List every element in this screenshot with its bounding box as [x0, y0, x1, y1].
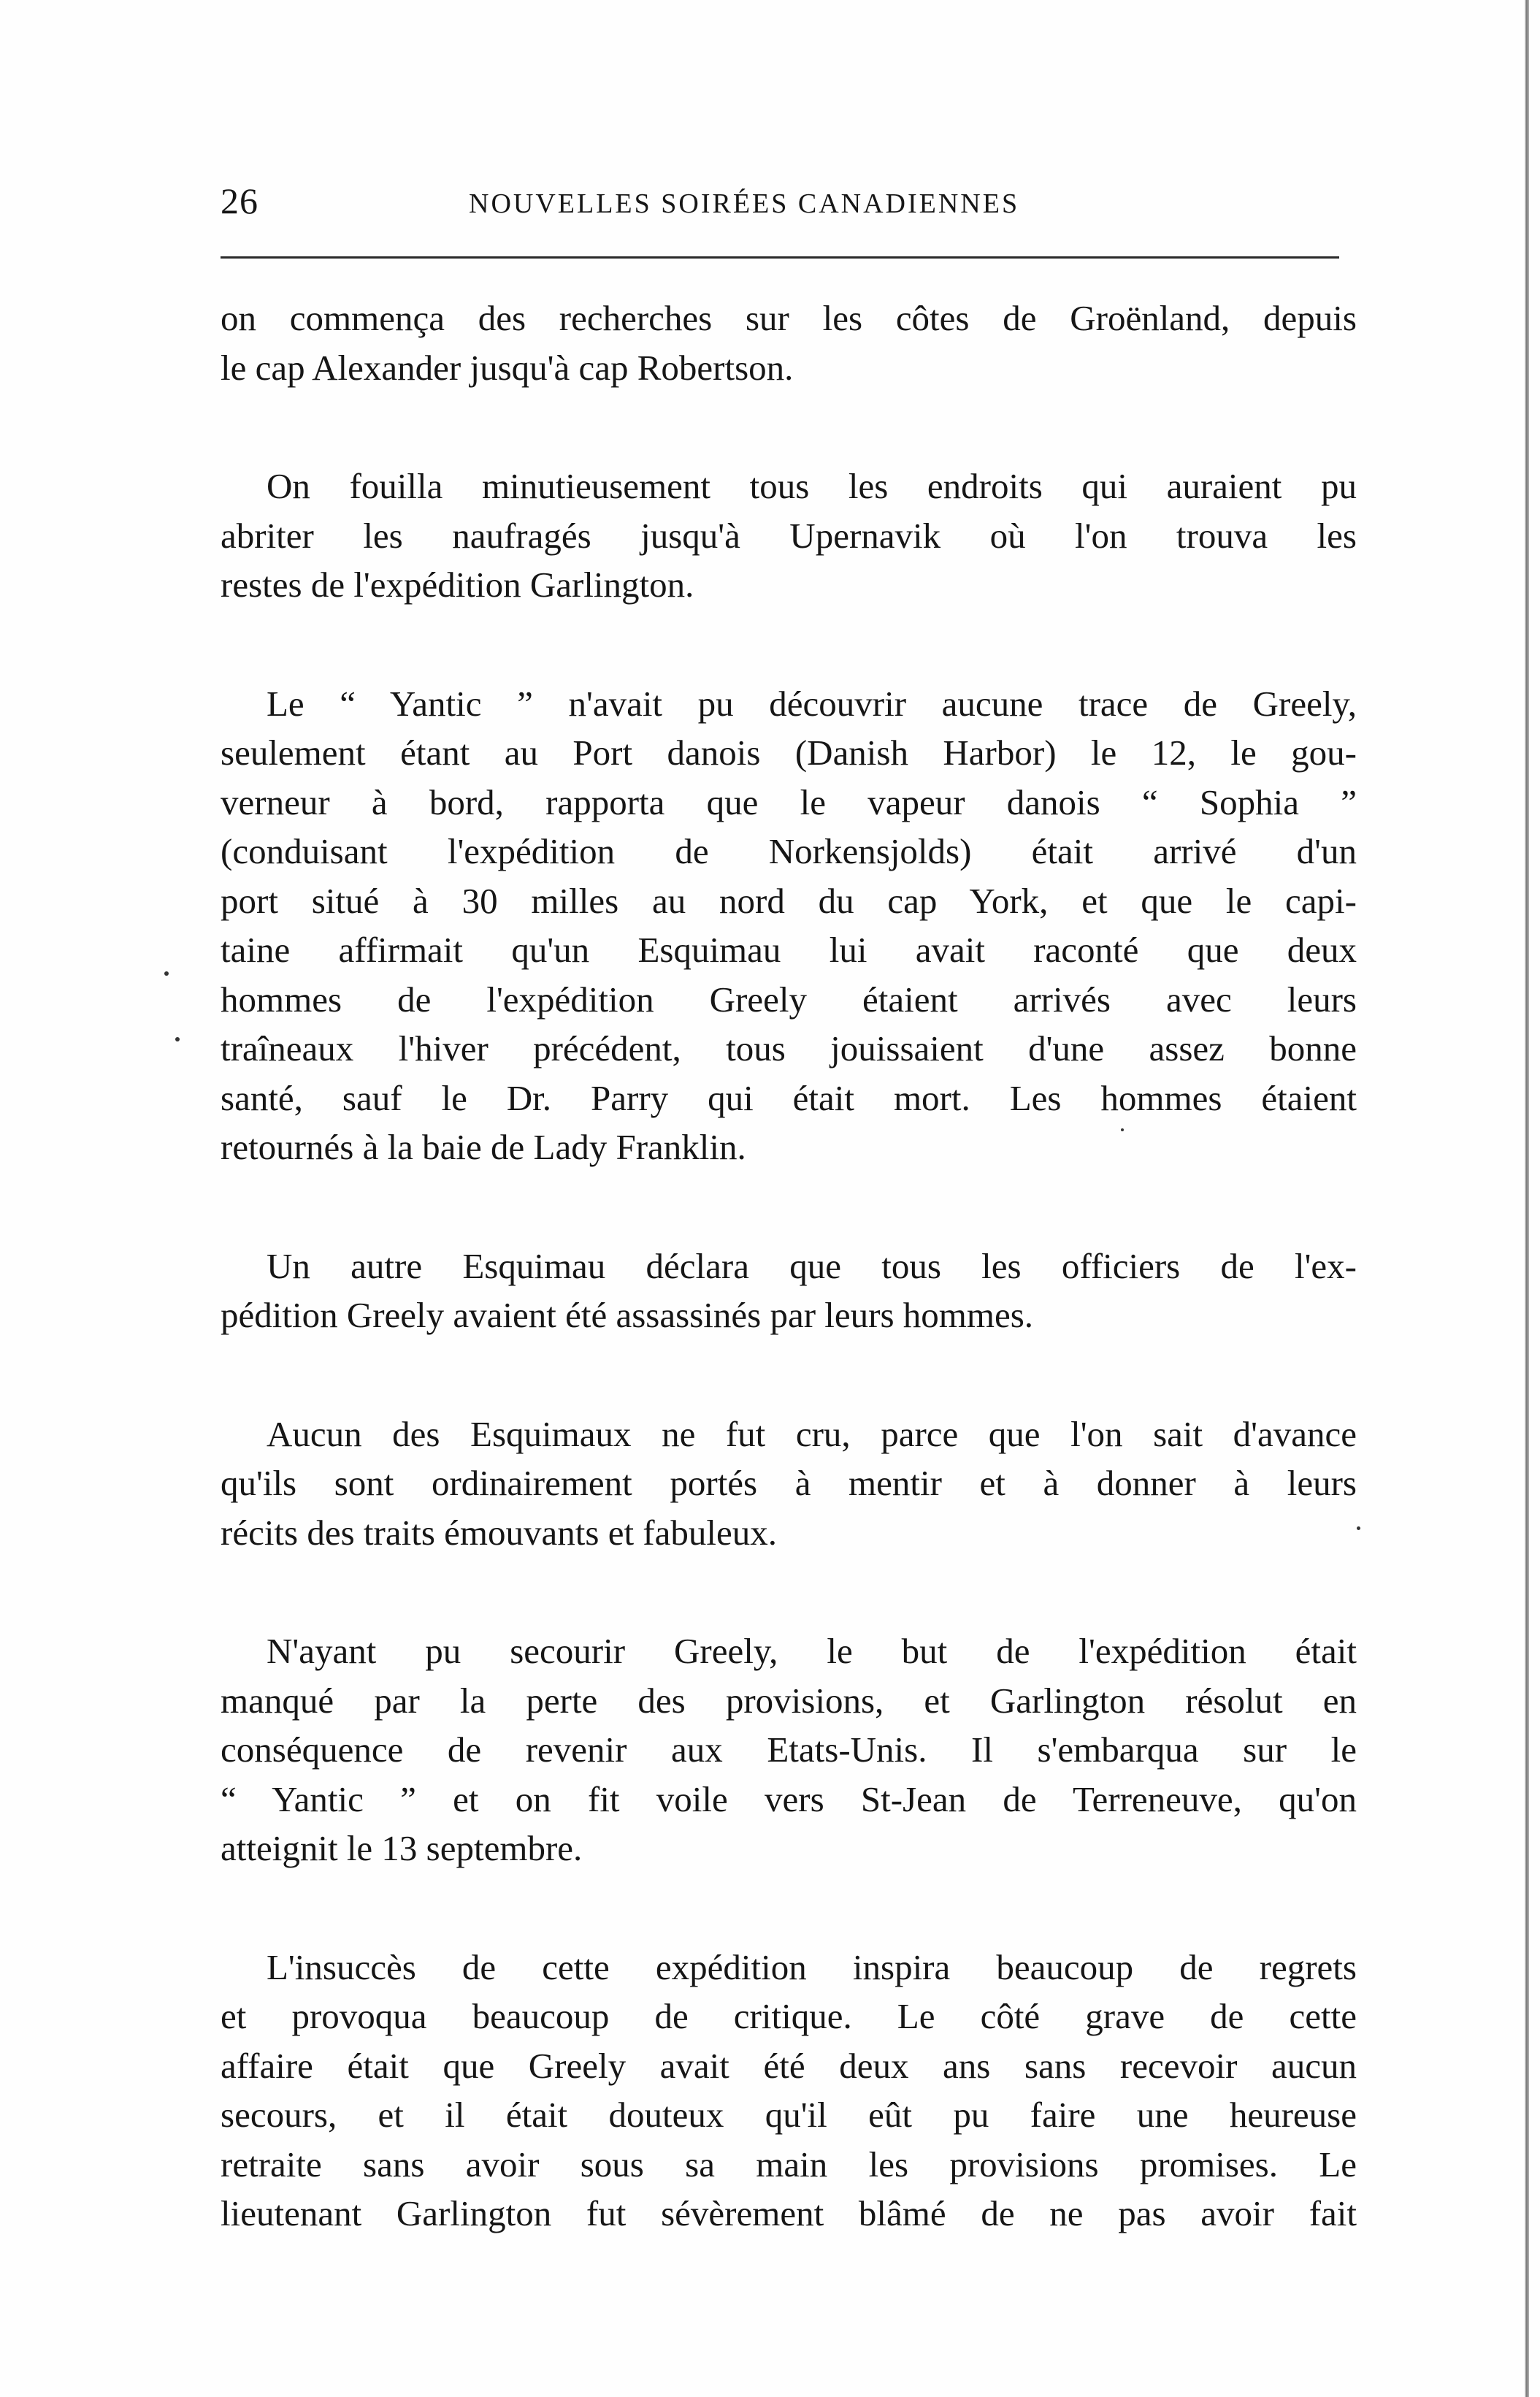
text-line: retraite sans avoir sous sa main les provisions promises. Le: [221, 2144, 1357, 2184]
text-line: secours, et il était douteux qu'il eût pu faire une heureuse: [221, 2095, 1357, 2135]
text-line: santé, sauf le Dr. Parry qui était mort. Les hommes étaient: [221, 1077, 1357, 1118]
text-line: traîneaux l'hiver précédent, tous jouissaient d'une assez bonne: [221, 1028, 1357, 1068]
running-title: NOUVELLES SOIRÉES CANADIENNES: [469, 188, 1020, 219]
text-line: port situé à 30 milles au nord du cap York, et que le capi-: [221, 880, 1357, 921]
text-line: conséquence de revenir aux Etats-Unis. Il s'embarqua sur le: [221, 1729, 1357, 1770]
text-line: L'insuccès de cette expédition inspira beaucoup de regrets: [267, 1946, 1357, 1987]
text-line: hommes de l'expédition Greely étaient arrivés avec leurs: [221, 979, 1357, 1020]
header-rule: [221, 256, 1339, 259]
text-line: restes de l'expédition Garlington.: [221, 565, 694, 605]
paragraph-3: [221, 679, 1357, 1172]
text-line: lieutenant Garlington fut sévèrement blâmé de ne pas avoir fait: [221, 2193, 1357, 2233]
paragraph-6: [221, 1626, 1357, 1873]
page-edge-shadow: [1525, 0, 1529, 2397]
text-line: on commença des recherches sur les côtes de Groënland, depuis: [221, 298, 1357, 338]
text-line: manqué par la perte des provisions, et Garlington résolut en: [221, 1680, 1357, 1721]
text-line: On fouilla minutieusement tous les endroits qui auraient pu: [267, 466, 1357, 506]
text-line: récits des traits émouvants et fabuleux.: [221, 1512, 777, 1553]
text-line: et provoqua beaucoup de critique. Le côté grave de cette: [221, 1996, 1357, 2036]
text-line: verneur à bord, rapporta que le vapeur danois “ Sophia ”: [221, 781, 1357, 822]
paragraph-7: [221, 1943, 1357, 2239]
paragraph-4: [221, 1242, 1357, 1340]
scan-speck: [175, 1037, 180, 1041]
body-text: [221, 294, 1357, 2308]
text-line: seulement étant au Port danois (Danish Harbor) le 12, le gou-: [221, 733, 1357, 773]
page-header: [221, 175, 1339, 226]
paragraph-5: [221, 1410, 1357, 1558]
text-line: abriter les naufragés jusqu'à Upernavik où l'on trouva les: [221, 515, 1357, 556]
scan-speck: [1357, 1526, 1360, 1530]
text-line: Un autre Esquimau déclara que tous les officiers de l'ex-: [267, 1245, 1357, 1286]
text-line: retournés à la baie de Lady Franklin.: [221, 1127, 746, 1167]
text-line: (conduisant l'expédition de Norkensjolds) était arrivé d'un: [221, 831, 1357, 871]
text-line: affaire était que Greely avait été deux ans sans recevoir aucun: [221, 2045, 1357, 2086]
scan-speck: [164, 971, 169, 976]
text-line: Aucun des Esquimaux ne fut cru, parce que l'on sait d'avance: [267, 1413, 1357, 1454]
text-line: N'ayant pu secourir Greely, le but de l'expédition était: [267, 1631, 1357, 1671]
text-line: Le “ Yantic ” n'avait pu découvrir aucune trace de Greely,: [267, 683, 1357, 724]
text-line: le cap Alexander jusqu'à cap Robertson.: [221, 347, 794, 388]
text-line: pédition Greely avaient été assassinés par leurs hommes.: [221, 1295, 1034, 1335]
page-number: 26: [221, 180, 258, 221]
text-line: “ Yantic ” et on fit voile vers St-Jean de Terreneuve, qu'on: [221, 1778, 1357, 1819]
text-line: taine affirmait qu'un Esquimau lui avait raconté que deux: [221, 930, 1357, 970]
text-line: qu'ils sont ordinairement portés à mentir et à donner à leurs: [221, 1463, 1357, 1503]
paragraph-2: [221, 462, 1357, 610]
paragraph-1: [221, 294, 1357, 392]
text-line: atteignit le 13 septembre.: [221, 1828, 583, 1868]
scan-speck: [1121, 1128, 1124, 1131]
